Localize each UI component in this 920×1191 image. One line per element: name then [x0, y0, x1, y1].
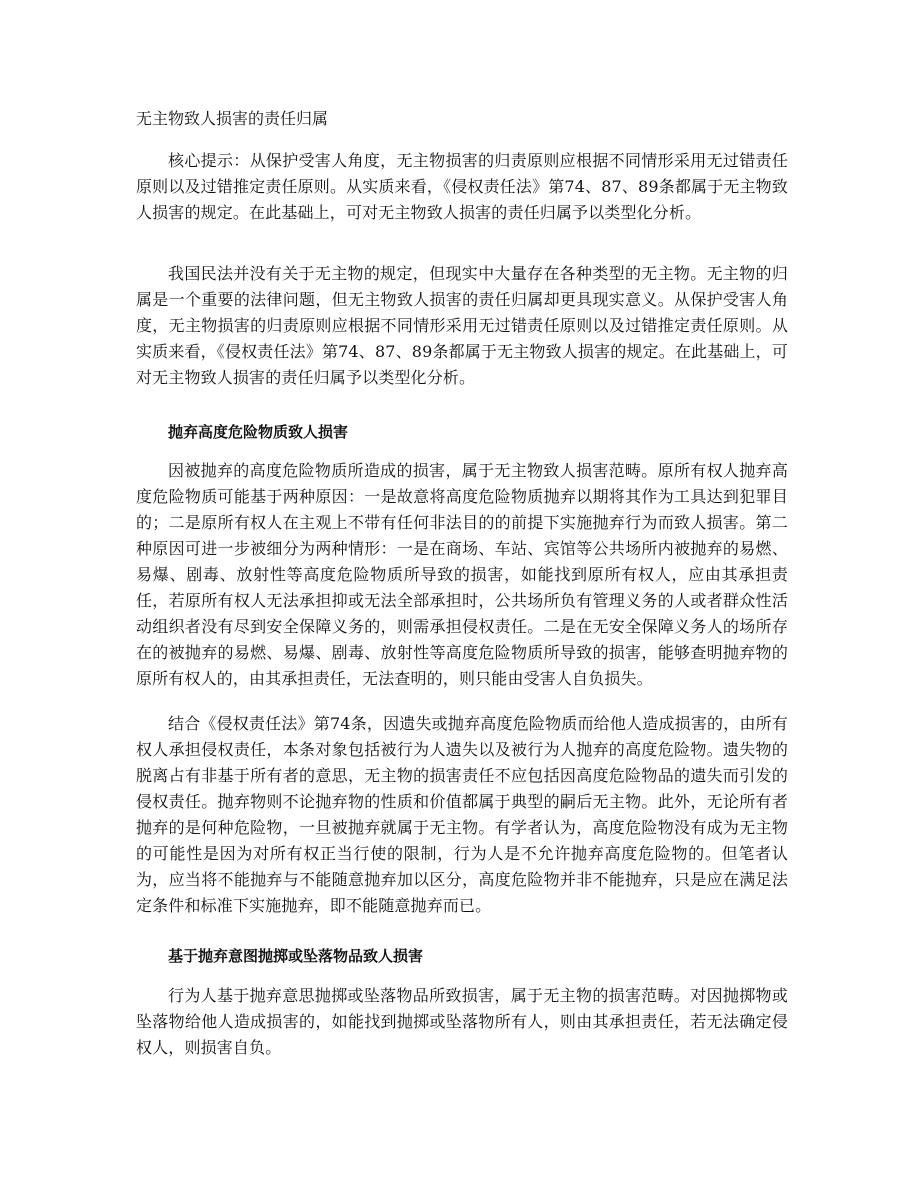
section-heading-thrown-falling-objects: 基于抛弃意图抛掷或坠落物品致人损害 — [168, 947, 424, 965]
section2-paragraph-1: 行为人基于抛弃意思抛掷或坠落物品所致损害，属于无主物的损害范畴。对因抛掷物或坠落物给他人造成损害的，如能找到抛掷或坠落物所有人，则由其承担责任，若无法确定侵权人，则损害自负。 — [136, 986, 788, 1057]
section1-paragraph-2: 结合《侵权责任法》第74条，因遗失或抛弃高度危险物质而给他人造成损害的，由所有权人承担侵权责任，本条对象包括被行为人遗失以及被行为人抛弃的高度危险物。遗失物的脱离占有非基于所有者的意思，无主物的损害责任不应包括因高度危险物品的遗失而引发的侵权责任。抛弃物则不论抛弃物的性质和价值都属于典型的嗣后无主物。此外，无论所有者抛弃的是何种危险物，一旦被抛弃就属于无主物。有学者认为，高度危险物没有成为无主物的可能性是因为对所有权正当行使的限制，行为人是不允许抛弃高度危险物的。但笔者认为，应当将不能抛弃与不能随意抛弃加以区分，高度危险物并非不能抛弃，只是应在满足法定条件和标准下实施抛弃，即不能随意抛弃而已。 — [136, 714, 788, 915]
section-heading-abandon-hazardous: 抛弃高度危险物质致人损害 — [168, 423, 349, 441]
document-title: 无主物致人损害的责任归属 — [136, 109, 329, 128]
intro-paragraph: 我国民法并没有关于无主物的规定，但现实中大量存在各种类型的无主物。无主物的归属是一个重要的法律问题，但无主物致人损害的责任归属却更具现实意义。从保护受害人角度，无主物损害的归责原则应根据不同情形采用无过错责任原则以及过错推定责任原则。从实质来看，《侵权责任法》第74、87、89条都属于无主物致人损害的规定。在此基础上，可对无主物致人损害的责任归属予以类型化分析。 — [136, 264, 788, 387]
section1-paragraph-1: 因被抛弃的高度危险物质所造成的损害，属于无主物致人损害范畴。原所有权人抛弃高度危险物质可能基于两种原因：一是故意将高度危险物质抛弃以期将其作为工具达到犯罪目的；二是原所有权人在主观上不带有任何非法目的的前提下实施抛弃行为而致人损害。第二种原因可进一步被细分为两种情形：一是在商场、车站、宾馆等公共场所内被抛弃的易燃、易爆、剧毒、放射性等高度危险物质所导致的损害，如能找到原所有权人，应由其承担责任，若原所有权人无法承担抑或无法全部承担时，公共场所负有管理义务的人或者群众性活动组织者没有尽到安全保障义务的，则需承担侵权责任。二是在无安全保障义务人的场所存在的被抛弃的易燃、易爆、剧毒、放射性等高度危险物质所导致的损害，能够查明抛弃物的原所有权人的，由其承担责任，无法查明的，则只能由受害人自负损失。 — [136, 461, 788, 688]
summary-paragraph: 核心提示：从保护受害人角度，无主物损害的归责原则应根据不同情形采用无过错责任原则以及过错推定责任原则。从实质来看，《侵权责任法》第74、87、89条都属于无主物致人损害的规定。在此基础上，可对无主物致人损害的责任归属予以类型化分析。 — [136, 151, 788, 222]
